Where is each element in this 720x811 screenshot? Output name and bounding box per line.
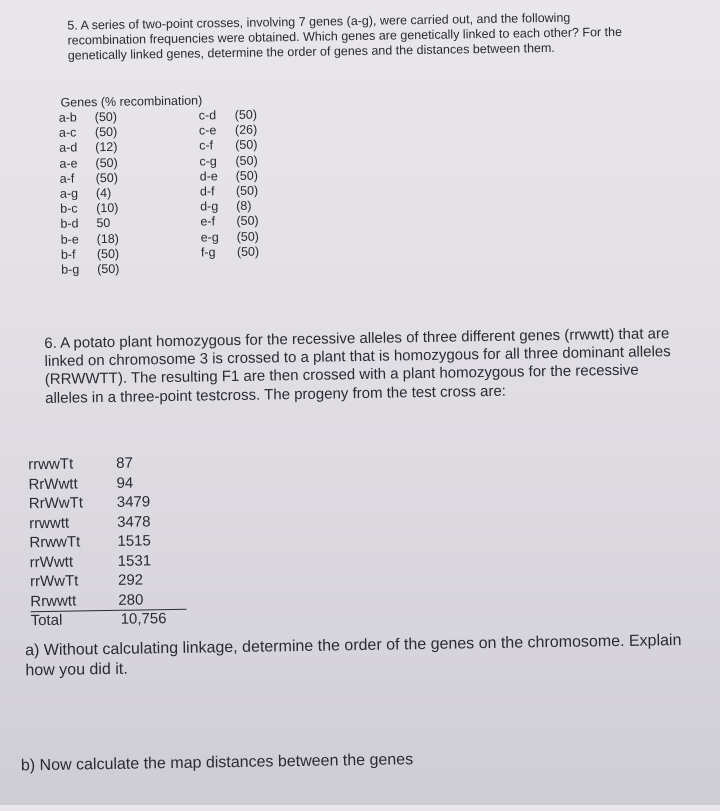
recombination-value: (26) bbox=[234, 122, 258, 138]
progeny-genotype: RrwwTt bbox=[29, 533, 81, 552]
gene-pair: e-g bbox=[200, 229, 219, 245]
gene-pair: e-f bbox=[200, 214, 216, 229]
gene-pair: a-g bbox=[59, 186, 79, 201]
gene-pair: a-f bbox=[59, 171, 75, 186]
recombination-row bbox=[59, 140, 117, 156]
progeny-genotype: Rrwwtt bbox=[30, 591, 77, 610]
recombination-value: (50) bbox=[234, 107, 258, 122]
gene-pair: b-c bbox=[60, 201, 78, 216]
question-6a bbox=[25, 630, 716, 681]
progeny-count: 3478 bbox=[116, 512, 151, 531]
gene-pair: b-d bbox=[60, 216, 79, 232]
gene-pair: c-e bbox=[198, 123, 217, 138]
recombination-value: (50) bbox=[235, 183, 259, 198]
recombination-row bbox=[200, 184, 258, 200]
progeny-row bbox=[28, 472, 178, 494]
progeny-count: 292 bbox=[117, 571, 144, 589]
gene-pair: f-g bbox=[200, 245, 216, 260]
recombination-row bbox=[199, 138, 257, 154]
gene-pair: a-b bbox=[58, 110, 77, 125]
recombination-value: (50) bbox=[235, 168, 259, 183]
recombination-row bbox=[59, 125, 117, 141]
progeny-count: 1531 bbox=[117, 551, 152, 570]
gene-pair: c-d bbox=[198, 108, 217, 123]
progeny-genotype: rrwwTt bbox=[28, 455, 74, 474]
question-5 bbox=[67, 10, 628, 64]
recombination-row bbox=[61, 231, 119, 247]
progeny-row bbox=[28, 453, 178, 475]
progeny-count: 94 bbox=[116, 474, 134, 492]
progeny-table bbox=[28, 453, 181, 631]
question-6b-text: b) Now calculate the map distances between the genes bbox=[20, 751, 414, 775]
question-6-text: 6. A potato plant homozygous for the recessive alleles of three different genes (rrwwtt) that are linked on chromosome 3 is crossed to a plant that is homozygous for all three dominant alleles (RRWWTT). The resulting F1 are then crossed with a plant homozygous for the recessive alleles in a three-point testcross. The progeny from the test cross are: bbox=[44, 325, 671, 407]
recombination-value: (50) bbox=[97, 261, 120, 277]
progeny-count: 87 bbox=[116, 454, 134, 472]
recombination-value: (50) bbox=[235, 153, 258, 168]
gene-pair: d-e bbox=[199, 169, 218, 184]
recombination-row bbox=[59, 110, 117, 126]
recombination-row bbox=[59, 155, 117, 171]
recombination-value: (50) bbox=[94, 109, 118, 125]
recombination-value: (50) bbox=[236, 214, 259, 229]
recombination-value: (50) bbox=[235, 137, 258, 153]
progeny-genotype: rrwwtt bbox=[28, 514, 70, 532]
gene-pair: c-g bbox=[199, 153, 217, 169]
gene-pair: b-e bbox=[60, 232, 79, 247]
recombination-value: (50) bbox=[96, 246, 120, 261]
recombination-column-left bbox=[59, 110, 120, 278]
progeny-genotype: RrWwtt bbox=[28, 474, 78, 493]
recombination-row bbox=[60, 171, 118, 187]
question-6b bbox=[21, 751, 413, 775]
progeny-genotype: rrWwtt bbox=[29, 553, 74, 571]
gene-pair: d-f bbox=[199, 184, 215, 199]
progeny-row bbox=[30, 589, 180, 611]
recombination-value: (4) bbox=[95, 185, 112, 201]
question-6 bbox=[44, 325, 675, 408]
recombination-value: (50) bbox=[236, 244, 260, 259]
recombination-row bbox=[61, 247, 119, 263]
gene-pair: a-d bbox=[59, 140, 78, 156]
recombination-table-title: Genes (% recombination) bbox=[60, 93, 203, 110]
recombination-value: (50) bbox=[236, 229, 259, 244]
recombination-value: (50) bbox=[95, 170, 119, 185]
recombination-row bbox=[200, 168, 258, 184]
gene-pair: b-g bbox=[61, 262, 80, 277]
recombination-row bbox=[61, 262, 119, 278]
progeny-row bbox=[30, 550, 180, 572]
progeny-row bbox=[29, 511, 179, 533]
recombination-row bbox=[200, 199, 258, 215]
progeny-row bbox=[30, 570, 180, 592]
progeny-row bbox=[29, 492, 179, 514]
progeny-count: 1515 bbox=[117, 532, 151, 550]
question-5-text: 5. A series of two-point crosses, involving 7 genes (a-g), were carried out, and the following recombination frequencies were obtained. Which genes are genetically linked to each other? For the genetically linked genes, determine the order of genes and the distances between them. bbox=[67, 10, 623, 63]
recombination-value: 50 bbox=[96, 216, 111, 231]
progeny-total-row bbox=[31, 609, 181, 631]
recombination-value: (10) bbox=[96, 201, 119, 216]
gene-pair: c-f bbox=[199, 138, 214, 153]
gene-pair: a-c bbox=[58, 125, 77, 140]
recombination-row bbox=[201, 244, 259, 260]
recombination-value: (8) bbox=[236, 198, 252, 214]
recombination-row bbox=[199, 108, 257, 124]
recombination-value: (50) bbox=[95, 155, 118, 170]
recombination-row bbox=[199, 153, 257, 169]
gene-pair: a-e bbox=[59, 156, 78, 171]
progeny-row bbox=[29, 531, 179, 553]
progeny-genotype: RrWwTt bbox=[28, 494, 84, 513]
recombination-row bbox=[60, 186, 118, 202]
progeny-count: 3479 bbox=[116, 493, 151, 511]
progeny-count: 280 bbox=[118, 590, 144, 609]
progeny-total-label: Total bbox=[30, 611, 63, 630]
recombination-value: (12) bbox=[95, 140, 118, 155]
gene-pair: b-f bbox=[60, 247, 76, 262]
recombination-row bbox=[60, 201, 118, 217]
recombination-row bbox=[201, 229, 259, 245]
recombination-row bbox=[199, 123, 257, 139]
recombination-row bbox=[60, 216, 118, 232]
recombination-row bbox=[200, 214, 258, 230]
progeny-genotype: rrWwTt bbox=[29, 572, 79, 591]
question-6a-text: a) Without calculating linkage, determine the order of the genes on the chromosome. Explain how you did it. bbox=[24, 631, 682, 680]
recombination-value: (18) bbox=[96, 231, 120, 246]
recombination-value: (50) bbox=[94, 124, 118, 140]
progeny-total-value: 10,756 bbox=[120, 610, 167, 628]
gene-pair: d-g bbox=[200, 199, 219, 214]
recombination-column-right bbox=[199, 108, 260, 261]
